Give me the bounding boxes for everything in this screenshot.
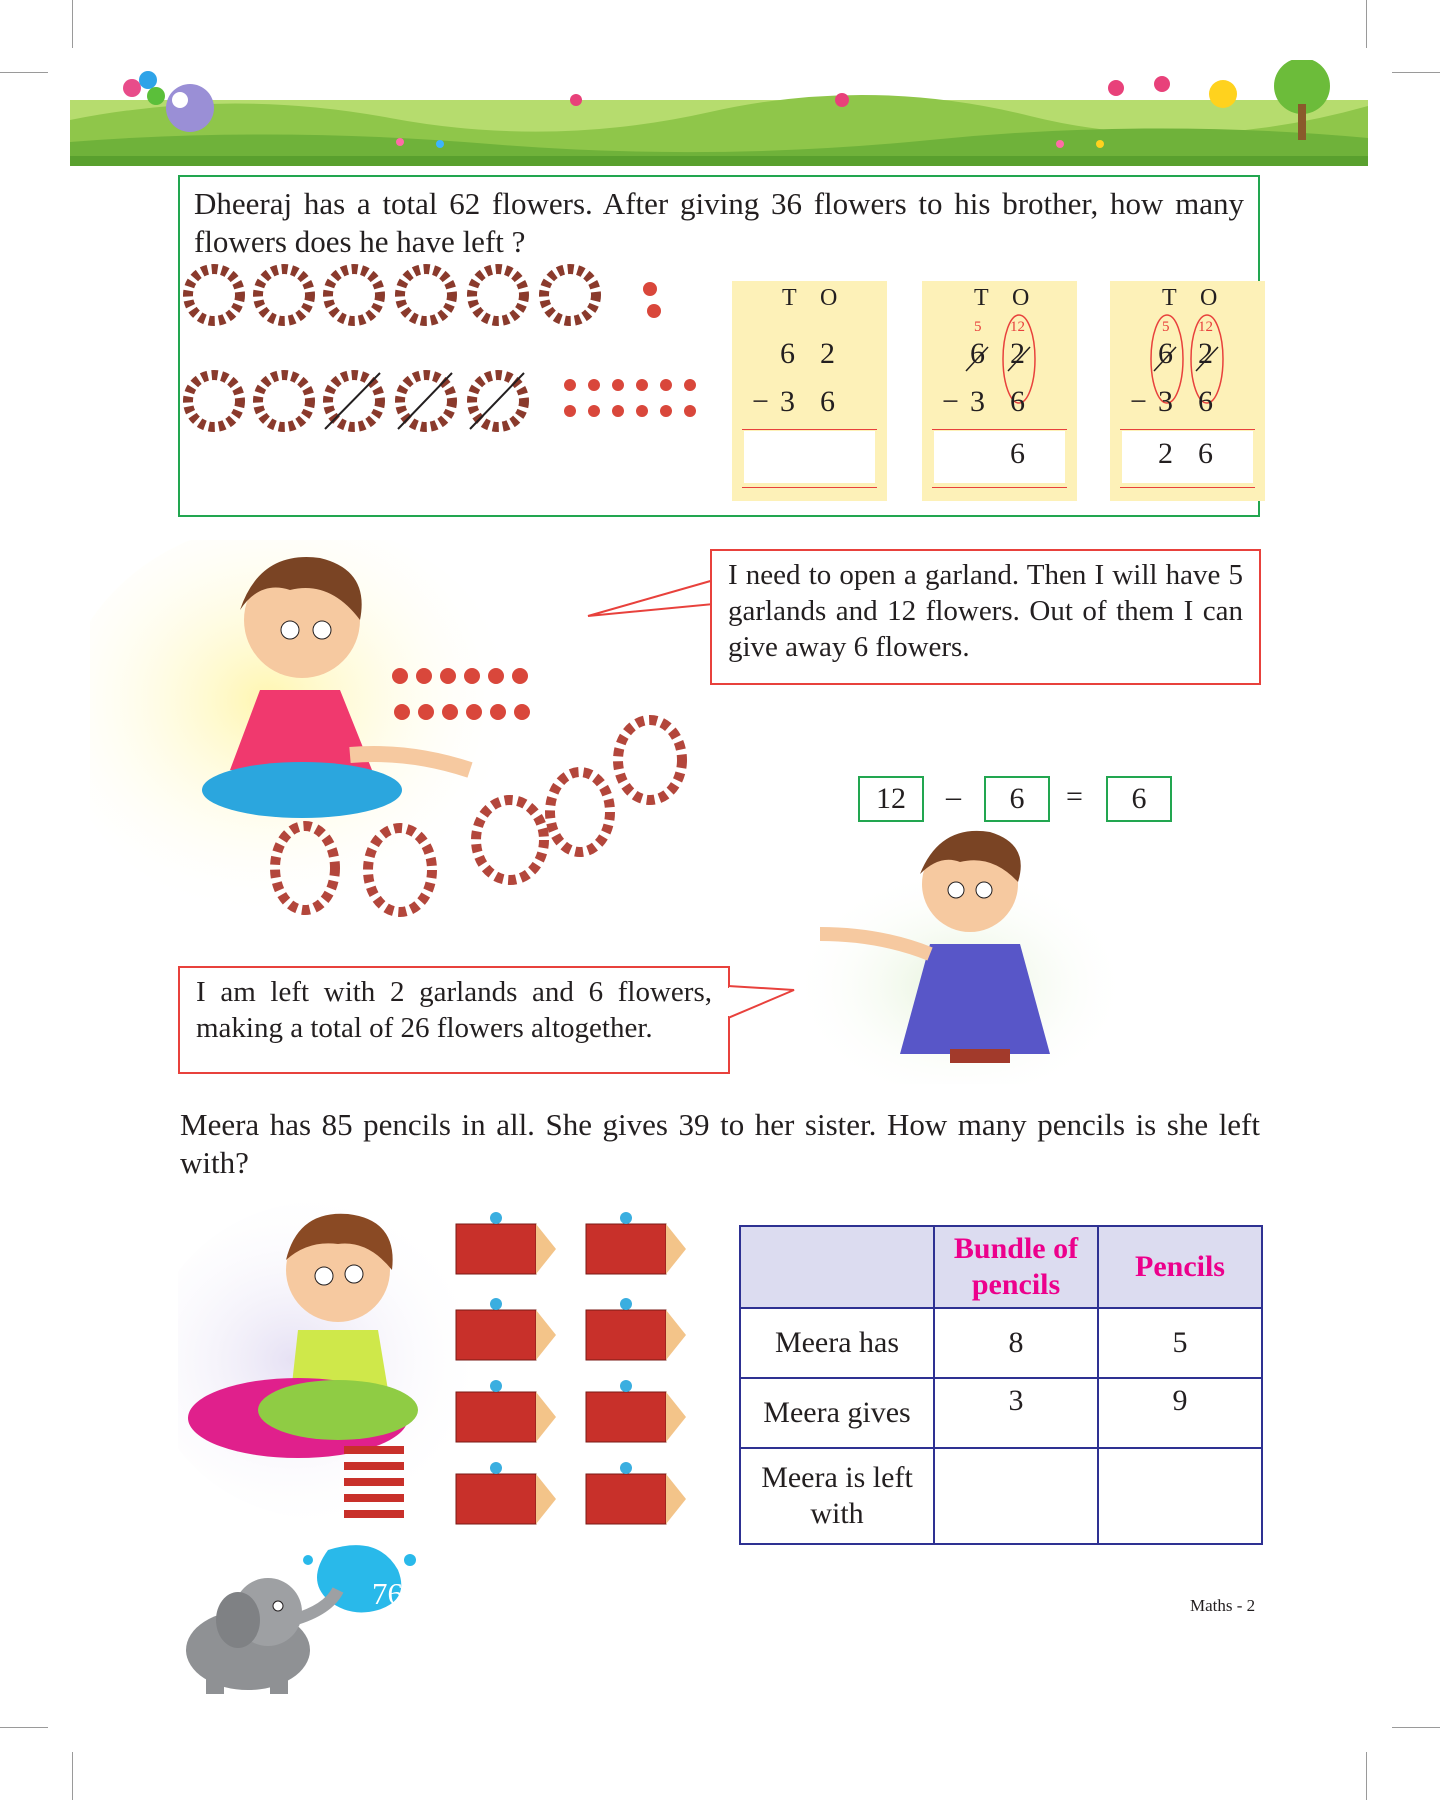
col-header-pencils-label: Pencils [1135, 1250, 1225, 1283]
boy-explaining-illustration [780, 824, 1120, 1084]
row-label: Meera is left with [740, 1448, 934, 1544]
problem-text: Dheeraj has a total 62 flowers. After giving 36 flowers to his brother, how many flowers does he have left ? [194, 186, 1244, 259]
elephant-illustration [178, 1540, 448, 1700]
top-tens: 6 [970, 337, 985, 370]
crop-mark [72, 0, 73, 48]
problem-text-pencils: Meera has 85 pencils in all. She gives 39 to her sister. How many pencils is she left with? [180, 1107, 1260, 1180]
table-corner [740, 1226, 934, 1308]
row-label: Meera has [740, 1308, 934, 1378]
speech-pointer [586, 574, 716, 634]
speech-pointer [728, 982, 798, 1022]
row-label: Meera gives [740, 1378, 934, 1448]
bottom-ones: 6 [820, 385, 835, 418]
garlands-illustration [180, 257, 740, 457]
header-ones: O [1012, 285, 1030, 311]
rule-line [1120, 429, 1255, 430]
subtraction-panel-1 [732, 281, 887, 501]
col-header-bundles-label: Bundle of pencils [953, 1232, 1079, 1301]
crop-mark [1366, 1752, 1367, 1800]
rule-line [932, 429, 1067, 430]
equation-term-a: 12 [858, 776, 924, 822]
crop-mark [1392, 1727, 1440, 1728]
top-ones: 2 [820, 337, 835, 370]
meadow-banner [70, 60, 1368, 166]
result-ones: 6 [1010, 437, 1025, 470]
bottom-ones: 6 [1010, 385, 1025, 418]
borrow-ones: 12 [1198, 319, 1213, 335]
cell-bundles: 3 [934, 1378, 1098, 1448]
table-row [740, 1448, 1262, 1544]
table-row [740, 1378, 1262, 1448]
crop-mark [72, 1752, 73, 1800]
header-tens: T [1162, 285, 1177, 311]
speech-bubble-conclusion: I am left with 2 garlands and 6 flowers, making a total of 26 flowers altogether. [178, 966, 730, 1074]
header-tens: T [782, 285, 797, 311]
minus-sign: − [1130, 385, 1147, 418]
top-ones: 2 [1198, 337, 1213, 370]
rule-line [742, 487, 877, 488]
pencils-table [739, 1225, 1263, 1545]
top-tens: 6 [780, 337, 795, 370]
speech-bubble-boy: I need to open a garland. Then I will have 5 garlands and 12 flowers. Out of them I can give away 6 flowers. [710, 549, 1261, 685]
answer-box[interactable] [744, 431, 875, 483]
equation-term-b: 6 [984, 776, 1050, 822]
bottom-ones: 6 [1198, 385, 1213, 418]
rule-line [932, 487, 1067, 488]
page-number: 76 [372, 1576, 403, 1611]
top-tens: 6 [1158, 337, 1173, 370]
equation-result: 6 [1106, 776, 1172, 822]
col-header-pencils [1098, 1226, 1262, 1308]
answer-box [934, 431, 1065, 483]
subtraction-panel-2 [922, 281, 1077, 501]
borrow-ones: 12 [1010, 319, 1025, 335]
girl-pencils-illustration [178, 1200, 708, 1530]
subtraction-panel-3 [1110, 281, 1265, 501]
bottom-tens: 3 [780, 385, 795, 418]
crop-mark [1392, 72, 1440, 73]
equation-minus: – [946, 780, 961, 813]
cell-bundles-answer[interactable] [934, 1448, 1098, 1544]
equation-equals: = [1066, 780, 1083, 813]
borrow-tens: 5 [1162, 319, 1170, 335]
rule-line [1120, 487, 1255, 488]
result-tens: 2 [1158, 437, 1173, 470]
minus-sign: − [942, 385, 959, 418]
cell-pencils-answer[interactable] [1098, 1448, 1262, 1544]
table-header-row [740, 1226, 1262, 1308]
result-ones: 6 [1198, 437, 1213, 470]
header-ones: O [1200, 285, 1218, 311]
cell-pencils: 5 [1098, 1308, 1262, 1378]
answer-box [1122, 431, 1253, 483]
table-row [740, 1308, 1262, 1378]
rule-line [742, 429, 877, 430]
bottom-tens: 3 [970, 385, 985, 418]
footer-label: Maths - 2 [1190, 1596, 1256, 1615]
problem-box-flowers [178, 175, 1260, 517]
header-ones: O [820, 285, 838, 311]
top-ones: 2 [1010, 337, 1025, 370]
header-tens: T [974, 285, 989, 311]
crop-mark [0, 72, 48, 73]
bottom-tens: 3 [1158, 385, 1173, 418]
crop-mark [1366, 0, 1367, 48]
crop-mark [0, 1727, 48, 1728]
cell-pencils: 9 [1098, 1378, 1262, 1448]
cell-bundles: 8 [934, 1308, 1098, 1378]
borrow-tens: 5 [974, 319, 982, 335]
col-header-bundles [934, 1226, 1098, 1308]
minus-sign: − [752, 385, 769, 418]
